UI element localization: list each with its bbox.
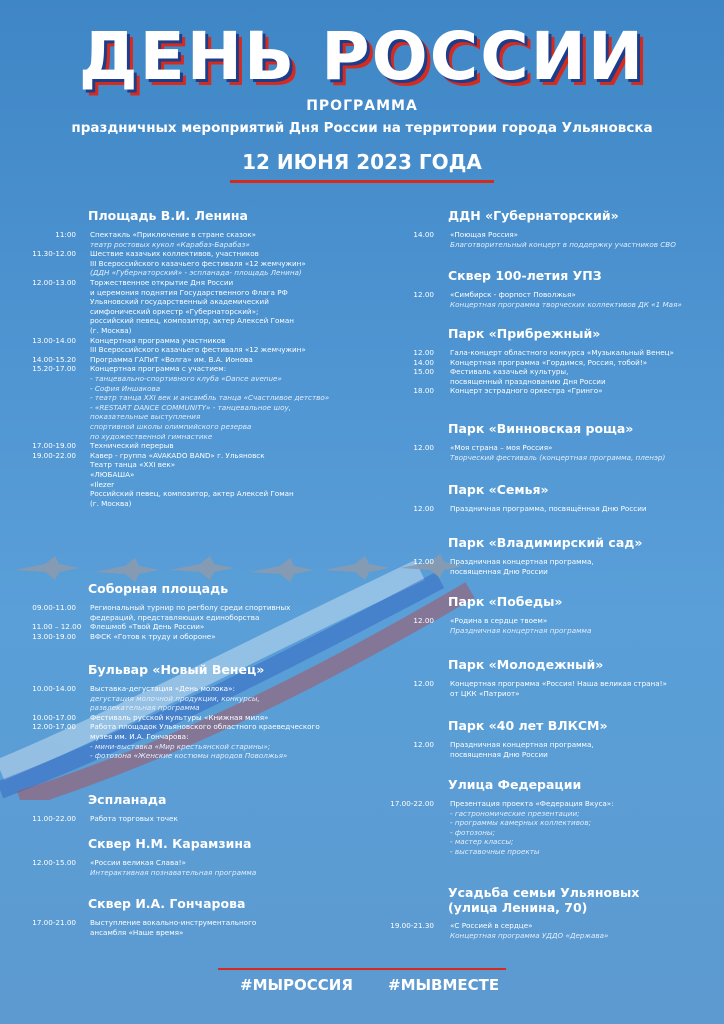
event-time: 19.00-21.30 [390,921,434,930]
event-time: 17.00-22.00 [390,799,434,808]
event-description: - программы камерных коллективов; [450,818,591,828]
event-description: Праздничная концертная программа [450,625,592,635]
event-description: - выставочные проекты [450,846,540,856]
section-title: Эспланада [88,792,167,807]
event-description: Российский певец, композитор, актер Алексей Гоман [90,489,294,499]
event-time: 18.00 [413,386,434,396]
event-time: 12.00-17.00 [32,722,76,732]
page-title: ДЕНЬ РОССИИ [78,18,646,95]
event-description: Кавер - группа «AVAKADO BAND» г. Ульяновск [90,450,265,460]
section-title: Соборная площадь [88,581,229,596]
event-description: Выступление вокально-инструментального [90,918,257,927]
event-time: 11:00 [55,230,76,239]
event-description: Торжественное открытие Дня России [90,278,234,287]
event-time: 15.00 [413,367,434,377]
event-description: российский певец, композитор, актер Алексей Гоман [90,316,294,326]
event-description: «Поющая Россия» [450,230,519,239]
event-description: Концертная программа участников [90,335,226,345]
event-time: 17.00-19.00 [32,441,76,451]
event-description: развлекательная программа [90,703,200,713]
event-description: - фотозоны; [450,827,496,837]
event-description: (г. Москва) [90,498,132,508]
event-description: - театр танца XXI век и ансамбль танца «Счастливое детство» [90,393,330,403]
event-description: «Родина в сердце твоем» [450,616,548,625]
event-description: показательные выступления [90,412,201,422]
section-title: Сквер 100-летия УПЗ [448,268,602,283]
event-description: Концерт эстрадного оркестра «Гринго» [450,386,603,396]
event-description: - София Иншакова [90,383,161,393]
event-description: Концертная программа с участием: [90,364,227,374]
event-time: 11.00 – 12.00 [32,622,82,632]
event-description: и церемония поднятия Государственного Флага РФ [90,287,288,297]
event-description: по художественной гимнастике [90,431,213,441]
event-description: Программа ГАПиТ «Волга» им. В.А. Ионова [90,354,253,364]
section-title: Бульвар «Новый Венец» [88,662,265,677]
event-description: ансамбля «Наше время» [90,927,184,937]
event-description: симфонический оркестр «Губернаторский»; [90,306,259,316]
event-description: Праздничная программа, посвящённая Дню России [450,504,647,513]
date-underline [230,180,494,183]
section-title: Сквер И.А. Гончарова [88,896,246,911]
event-time: 13.00-19.00 [32,631,76,641]
event-description: Концертная программа УДДО «Держава» [450,930,609,940]
footer-divider [218,968,506,970]
event-description: Благотворительный концерт в поддержку участников СВО [450,239,676,249]
event-description: III Всероссийского казачьего фестиваля «12 жемчужин» [90,258,306,268]
program-heading: ПРОГРАММА [306,98,418,114]
event-time: 10.00-14.00 [32,684,76,693]
event-description: - мастер классы; [450,837,514,847]
event-description: «Моя страна – моя Россия» [450,443,553,452]
event-time: 12.00 [413,740,434,749]
event-description: «Ilezer [90,479,115,489]
event-description: федераций, представляющих единоборства [90,612,260,622]
event-description: музея им. И.А. Гончарова: [90,731,189,741]
event-description: - гастрономические презентации; [450,808,580,818]
hashtag-we-are-together: #МЫВМЕСТЕ [388,976,500,994]
section-title: Сквер Н.М. Карамзина [88,836,252,851]
section-title: Парк «Прибрежный» [448,326,601,341]
event-description: «России великая Слава!» [90,858,186,867]
event-description: Шествие казачьих коллективов, участников [90,249,259,259]
event-time: 14.00 [413,357,434,367]
event-description: спортивной школы олимпийского резерва [90,421,252,431]
event-time: 12.00 [413,504,434,513]
event-description: Фестиваль русской культуры «Книжная миля» [90,712,269,722]
event-description: Концертная программа творческих коллективов ДК «1 Мая» [450,299,682,309]
event-time: 11.30-12.00 [32,249,76,259]
event-time: 12.00-15.00 [32,858,76,867]
event-description: ВФСК «Готов к труду и обороне» [90,631,216,641]
section-title: Парк «Владимирский сад» [448,535,643,550]
event-time: 19.00-22.00 [32,450,76,460]
event-description: Театр танца «XXI век» [90,460,176,470]
event-description: Выставка-дегустация «День молока»: [90,684,235,693]
event-description: - фотозона «Женские костюмы народов Поволжья» [90,751,288,761]
section-title: Улица Федерации [448,777,582,792]
event-description: Работа площадок Ульяновского областного краеведческого [90,722,320,732]
section-title: Парк «Семья» [448,482,549,497]
event-time: 12.00 [413,348,434,357]
event-description: театр ростовых кукол «Карабаз-Барабаз» [90,239,250,249]
event-description: III Всероссийского казачьего фестиваля «12 жемчужин» [90,345,306,355]
section-title: Площадь В.И. Ленина [88,208,248,223]
event-description: Спектакль «Приключение в стране сказок» [90,230,256,239]
event-description: Праздничная концертная программа, [450,557,594,566]
section-title: Парк «Винновская роща» [448,421,634,436]
event-time: 12.00-13.00 [32,278,76,287]
event-time: 12.00 [413,290,434,299]
event-time: 15.20-17.00 [32,364,76,374]
event-description: Технический перерыв [90,441,174,451]
event-description: Концертная программа «Россия! Наша великая страна!» [450,679,667,688]
event-description: (ДДН «Губернаторский» - эспланада- площадь Ленина) [90,268,302,278]
event-description: - мини-выставка «Мир крестьянской старины»; [90,741,271,751]
program-subtitle: праздничных мероприятий Дня России на территории города Ульяновска [71,120,653,136]
event-description: (г. Москва) [90,325,132,335]
section-title: ДДН «Губернаторский» [448,208,619,223]
event-date: 12 ИЮНЯ 2023 ГОДА [242,150,482,174]
event-time: 10.00-17.00 [32,712,76,722]
event-description: Концертная программа «Гордимся, Россия, тобой!» [450,357,648,367]
event-description: «Симбирск - форпост Поволжья» [450,290,576,299]
event-description: Фестиваль казачьей культуры, [450,367,569,377]
event-description: - «RESTART DANCE COMMUNITY» - танцевальное шоу, [90,402,292,412]
section-title: Парк «Победы» [448,594,563,609]
event-time: 14.00-15.20 [32,354,76,364]
event-description: дегустация молочной продукции, конкурсы, [90,693,260,703]
event-description: посвященная Дню России [450,749,548,759]
event-description: Гала-концерт областного конкурса «Музыкальный Венец» [450,348,674,357]
event-description: Работа торговых точек [90,814,178,823]
event-description: Интерактивная познавательная программа [90,867,257,877]
event-description: Праздничная концертная программа, [450,740,594,749]
event-description: Региональный турнир по регболу среди спортивных [90,603,291,612]
hashtag-we-are-russia: #МЫРОССИЯ [240,976,353,994]
event-time: 11.00-22.00 [32,814,76,823]
event-description: Презентация проекта «Федерация Вкуса»: [450,799,614,808]
event-description: - танцевально-спортивного клуба «Dance avenue» [90,373,282,383]
event-description: посвященный празднованию Дня России [450,376,606,386]
event-time: 12.00 [413,557,434,566]
section-title: Парк «40 лет ВЛКСМ» [448,718,608,733]
event-time: 14.00 [413,230,434,239]
event-description: посвященная Дню России [450,566,548,576]
event-time: 09.00-11.00 [32,603,76,612]
section-title: Парк «Молодежный» [448,657,604,672]
section-title: Усадьба семьи Ульяновых (улица Ленина, 70) [448,885,640,915]
event-description: Творческий фестиваль (концертная программа, пленэр) [450,452,666,462]
event-time: 13.00-14.00 [32,335,76,345]
event-time: 17.00-21.00 [32,918,76,927]
event-time: 12.00 [413,443,434,452]
event-time: 12.00 [413,616,434,625]
event-time: 12.00 [413,679,434,688]
event-description: «С Россией в сердце» [450,921,533,930]
event-description: Ульяновский государственный академический [90,297,269,307]
event-description: «ЛЮБАША» [90,469,135,479]
event-description: от ЦКК «Патриот» [450,688,520,698]
event-description: Флешмоб «Твой День России» [90,622,205,632]
